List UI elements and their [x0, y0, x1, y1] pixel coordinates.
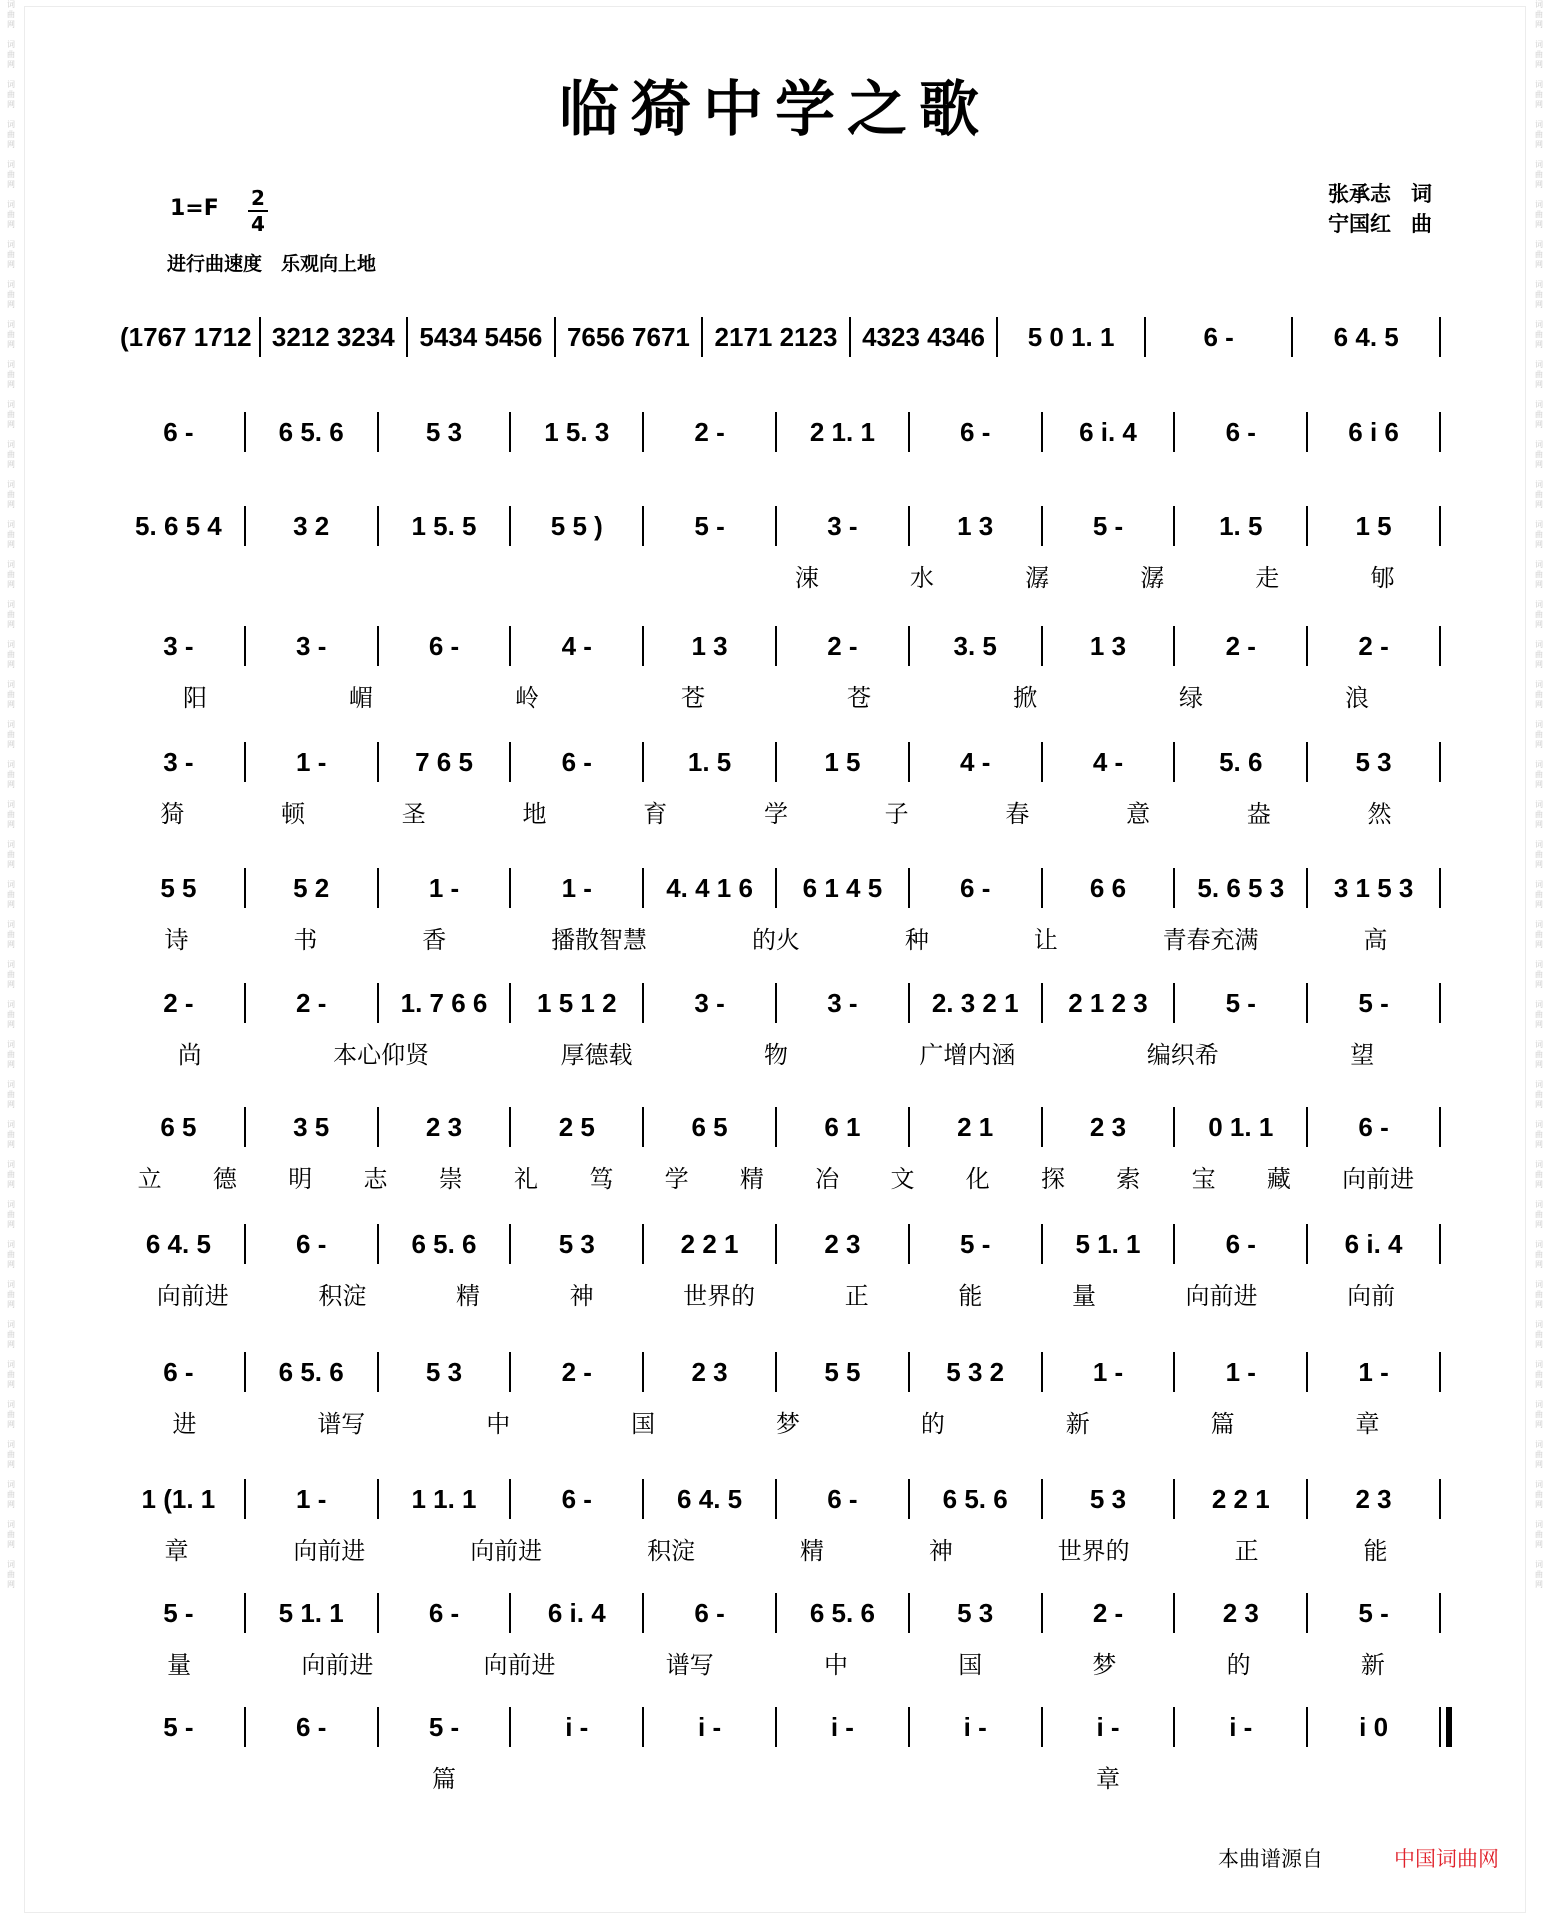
lyric: 向前进	[293, 1537, 366, 1565]
lyric: 潺	[1025, 564, 1050, 592]
measure: 4 -	[561, 630, 592, 661]
measure: 2 3	[1089, 1111, 1127, 1142]
measure: 3 5	[293, 1111, 330, 1142]
staff-row	[0, 1105, 1550, 1195]
lyric: 章	[164, 1537, 189, 1565]
measure: 1 -	[561, 872, 592, 903]
measure: i -	[565, 1711, 589, 1742]
measure: 6 i 6	[1348, 416, 1399, 447]
measure: 5 -	[694, 510, 725, 541]
lyric: 向前进	[301, 1651, 374, 1679]
measure: 6 5	[691, 1111, 728, 1142]
lyric: 精	[455, 1282, 480, 1310]
lyric: 意	[1126, 800, 1151, 828]
notes-line	[0, 1350, 1550, 1394]
lyric: 向前进	[483, 1651, 556, 1679]
lyric: 向前	[1347, 1282, 1396, 1310]
composer-role: 曲	[1411, 212, 1432, 236]
measure: 6 5. 6	[278, 416, 344, 447]
lyric: 量	[1071, 1282, 1096, 1310]
time-bottom: 4	[248, 210, 268, 236]
measure: 6 -	[1358, 1111, 1389, 1142]
measure: 2 -	[1225, 630, 1256, 661]
measure: 1 5	[824, 746, 861, 777]
lyric: 春	[1005, 800, 1030, 828]
measure: 2 3	[824, 1228, 861, 1259]
composer-credit	[1308, 208, 1432, 238]
watermark-right: 词 曲 网 词 曲 网 词 曲 网 词 曲 网 词 曲 网 词 曲 网 词 曲 网 词 曲 网 词 曲 网 词 曲 网 词 曲 网 词 曲 网 词 曲 网 词 曲 网 词 曲 网 词 曲 网 词 曲 网 词 曲 网 词 曲 网 词 曲 网 词 曲 网 词 曲 网 词 曲 网 词 曲 网 词 曲 网 词 曲 网 词 曲 网 词 曲 网 词 曲 网 词 曲 网 词 曲 网 词 曲 网 词 曲 网 词 曲 网 词 曲 网 词 曲 网 词 曲 网 词 曲 网 词 曲 网 词 曲 网	[1535, 0, 1543, 1589]
notes-line	[0, 1477, 1550, 1521]
lyric: 育	[643, 800, 668, 828]
measure: 2 -	[163, 987, 194, 1018]
lyric: 厚德载	[560, 1041, 633, 1069]
composer-name: 宁国红	[1328, 212, 1391, 236]
measure: 7656 7671	[566, 321, 690, 352]
measure: 7 6 5	[415, 746, 473, 777]
notes-line	[0, 1105, 1550, 1149]
lyrics-line	[112, 1645, 1440, 1679]
measure: 5 -	[163, 1711, 194, 1742]
measure: 5 3	[1355, 746, 1392, 777]
lyric: 量	[167, 1651, 192, 1679]
notes-line	[0, 410, 1550, 454]
measure: 3212 3234	[271, 321, 395, 352]
lyric: 积淀	[318, 1282, 367, 1310]
measure: 6 5. 6	[411, 1228, 477, 1259]
measure: 6 5	[160, 1111, 197, 1142]
lyric: 绿	[1179, 684, 1203, 712]
measure: 5 3	[558, 1228, 595, 1259]
bar-line	[1439, 317, 1441, 357]
lyric: 阳	[183, 684, 207, 712]
lyric: 水	[910, 564, 935, 592]
measure: 6 i. 4	[1079, 416, 1137, 447]
measure: 5 5	[824, 1356, 861, 1387]
lyric: 正	[844, 1282, 869, 1310]
lyric: 化	[965, 1165, 990, 1193]
lyric: 掀	[1013, 684, 1037, 712]
notes-line	[0, 1222, 1550, 1266]
lyric: 索	[1116, 1165, 1141, 1193]
measure: 5 5 )	[550, 510, 603, 541]
staff-row	[0, 740, 1550, 830]
measure: 1 -	[1225, 1356, 1256, 1387]
lyricist-role: 词	[1411, 182, 1432, 206]
measure: 2 1	[957, 1111, 994, 1142]
lyrics-line	[112, 1159, 1440, 1193]
notes-line	[0, 1591, 1550, 1635]
notes-line	[0, 866, 1550, 910]
lyric: 藏	[1266, 1165, 1291, 1193]
measure: 1. 5	[1219, 510, 1263, 541]
notes-line	[0, 981, 1550, 1025]
measure: 6 5. 6	[278, 1356, 344, 1387]
bar-line	[1439, 626, 1441, 666]
lyric: 德	[212, 1165, 237, 1193]
notes-line	[0, 315, 1550, 359]
tempo-marking: 进行曲速度 乐观向上地	[167, 253, 377, 275]
lyric: 向前进	[1342, 1165, 1415, 1193]
lyric: 正	[1234, 1537, 1259, 1565]
measure: 3 -	[296, 630, 327, 661]
lyric: 立	[137, 1165, 162, 1193]
lyric: 走	[1255, 564, 1280, 592]
lyric: 苍	[681, 684, 705, 712]
bar-line	[1439, 1707, 1441, 1747]
measure: 5 5	[160, 872, 197, 903]
measure: 5 -	[163, 1597, 194, 1628]
measure: 5 2	[293, 872, 330, 903]
staff-row	[0, 624, 1550, 714]
measure: 1 -	[1092, 1356, 1124, 1387]
lyricist-credit	[1308, 178, 1432, 208]
lyrics-line	[112, 1276, 1440, 1310]
measure: 2 3	[691, 1356, 728, 1387]
measure: 1 -	[296, 746, 327, 777]
measure: 3 2	[293, 510, 330, 541]
measure: 6 4. 5	[677, 1483, 743, 1514]
song-title: 临猗中学之歌	[559, 75, 991, 145]
lyric: 国	[631, 1410, 656, 1438]
lyrics-line	[112, 1035, 1440, 1069]
lyric: 学	[664, 1165, 689, 1193]
lyric: 高	[1363, 926, 1388, 954]
measure: 0 1. 1	[1208, 1111, 1274, 1142]
measure: 1 5. 3	[544, 416, 610, 447]
bar-line	[1439, 983, 1441, 1023]
staff-row	[0, 315, 1550, 405]
measure: 5. 6 5 3	[1197, 872, 1285, 903]
measure: i -	[1229, 1711, 1253, 1742]
measure: 2 1. 1	[809, 416, 875, 447]
lyric: 向前进	[156, 1282, 229, 1310]
measure: 3. 5	[953, 630, 997, 661]
lyric: 积淀	[647, 1537, 696, 1565]
staff-row	[0, 1591, 1550, 1681]
lyric: 篇	[1210, 1410, 1235, 1438]
lyrics-line	[112, 1759, 1440, 1793]
lyrics-line	[112, 1404, 1440, 1438]
lyric: 的火	[751, 926, 800, 954]
measure: 6 -	[428, 630, 460, 661]
lyric: 篇	[432, 1765, 456, 1793]
measure: 5 0 1. 1	[1027, 321, 1115, 352]
measure: 2 5	[558, 1111, 595, 1142]
lyric: 让	[1033, 926, 1058, 954]
lyric: 世界的	[683, 1282, 756, 1310]
measure: 2 2 1	[1211, 1483, 1270, 1514]
measure: i -	[1096, 1711, 1120, 1742]
measure: 5 3	[425, 416, 463, 447]
measure: 5 -	[1358, 987, 1389, 1018]
source-label: 本曲谱源自	[1218, 1847, 1323, 1871]
measure: 5 3	[425, 1356, 463, 1387]
measure: 5 1. 1	[278, 1597, 344, 1628]
lyric: 崇	[438, 1165, 463, 1193]
lyric: 章	[1096, 1765, 1120, 1793]
lyrics-line	[112, 678, 1440, 712]
measure: 6 -	[960, 872, 991, 903]
measure: 6 1	[824, 1111, 861, 1142]
lyric: 物	[763, 1041, 788, 1069]
key-signature: 1=F	[170, 196, 219, 221]
lyrics-line	[749, 558, 1440, 592]
lyric: 精	[799, 1537, 824, 1565]
lyric: 潺	[1140, 564, 1165, 592]
measure: 1 3	[691, 630, 728, 661]
measure: i -	[830, 1711, 854, 1742]
lyric: 中	[486, 1410, 511, 1438]
notes-line	[0, 740, 1550, 784]
measure: 2 2 1	[680, 1228, 739, 1259]
measure: 1 (1. 1	[141, 1483, 216, 1514]
bar-line	[1439, 742, 1441, 782]
lyric: 神	[928, 1537, 953, 1565]
lyric: 子	[884, 800, 909, 828]
lyric: 浪	[1345, 684, 1369, 712]
lyric: 向前进	[470, 1537, 543, 1565]
lyric: 神	[569, 1282, 594, 1310]
measure: 5 -	[428, 1711, 460, 1742]
lyric: 探	[1041, 1165, 1066, 1193]
lyric: 播散智慧	[551, 926, 648, 954]
measure: 6 -	[163, 416, 194, 447]
lyric: 编织希	[1146, 1041, 1219, 1069]
measure: 4 -	[1092, 746, 1124, 777]
bar-line	[1439, 412, 1441, 452]
measure: 2171 2123	[714, 321, 838, 352]
lyric: 志	[363, 1165, 388, 1193]
measure: 6 -	[694, 1597, 725, 1628]
lyric: 本心仰贤	[333, 1041, 430, 1069]
lyric: 向前进	[1185, 1282, 1258, 1310]
lyric: 礼	[514, 1165, 539, 1193]
measure: 3 -	[827, 510, 858, 541]
measure: 6 -	[561, 746, 592, 777]
measure: 1 3	[1089, 630, 1127, 661]
measure: 4323 4346	[862, 321, 985, 352]
lyric: 苍	[847, 684, 871, 712]
bar-line	[1439, 1352, 1441, 1392]
notes-line	[0, 624, 1550, 668]
time-signature	[248, 186, 268, 236]
bar-line	[1439, 868, 1441, 908]
measure: 5 -	[960, 1228, 991, 1259]
lyric: 郇	[1370, 564, 1395, 592]
measure: 5. 6	[1219, 746, 1263, 777]
lyric: 种	[904, 926, 929, 954]
measure: 6 i. 4	[1344, 1228, 1403, 1259]
lyricist-name: 张承志	[1328, 182, 1391, 206]
lyric: 顿	[281, 800, 306, 828]
measure: 5 -	[1358, 1597, 1389, 1628]
measure: 1 -	[1358, 1356, 1389, 1387]
measure: 2 3	[425, 1111, 463, 1142]
lyric: 猗	[160, 800, 185, 828]
measure: i -	[963, 1711, 987, 1742]
lyric: 的	[1226, 1651, 1251, 1679]
measure: 6 5. 6	[809, 1597, 875, 1628]
measure: 2 -	[694, 416, 725, 447]
measure: 5 -	[1092, 510, 1124, 541]
measure: 2 -	[1092, 1597, 1124, 1628]
measure: 1 -	[296, 1483, 327, 1514]
measure: 3 -	[163, 746, 194, 777]
lyric: 中	[823, 1651, 848, 1679]
notes-line	[0, 504, 1550, 548]
lyric: 新	[1360, 1651, 1385, 1679]
lyric: 梦	[1092, 1651, 1117, 1679]
measure: 6 4. 5	[1333, 321, 1399, 352]
measure: 3 -	[827, 987, 858, 1018]
measure: 1 -	[428, 872, 460, 903]
lyric: 国	[958, 1651, 983, 1679]
measure: 5 3 2	[946, 1356, 1005, 1387]
site-name: 中国词曲网	[1394, 1847, 1499, 1871]
lyrics-line	[112, 794, 1440, 828]
bar-line	[1439, 1593, 1441, 1633]
measure: 6 i. 4	[547, 1597, 606, 1628]
lyric: 圣	[401, 800, 426, 828]
measure: 6 1 4 5	[802, 872, 883, 903]
lyric: 涑	[794, 564, 819, 592]
measure: 6 -	[1203, 321, 1234, 352]
measure: 6 -	[960, 416, 991, 447]
measure: 5434 5456	[419, 321, 543, 352]
lyric: 地	[522, 800, 547, 828]
measure: 6 -	[561, 1483, 592, 1514]
lyric: 谱写	[665, 1651, 714, 1679]
lyric: 冶	[815, 1165, 840, 1193]
lyric: 新	[1065, 1410, 1090, 1438]
measure: 3 -	[163, 630, 194, 661]
lyric: 盎	[1246, 800, 1271, 828]
staff-row	[0, 410, 1550, 500]
lyrics-line	[112, 1531, 1440, 1565]
staff-row	[0, 1705, 1550, 1795]
lyric: 香	[422, 926, 447, 954]
lyric: 明	[288, 1165, 313, 1193]
lyric: 章	[1355, 1410, 1380, 1438]
measure: i -	[698, 1711, 722, 1742]
measure: 6 4. 5	[145, 1228, 211, 1259]
notes-line	[0, 1705, 1550, 1749]
measure: 1. 5	[687, 746, 732, 777]
lyric: 精	[739, 1165, 764, 1193]
measure: (1767 1712	[119, 321, 252, 352]
measure: 4. 4 1 6	[666, 872, 753, 903]
measure: 4 -	[960, 746, 991, 777]
lyric: 能	[1363, 1537, 1388, 1565]
measure: 6 -	[1225, 1228, 1256, 1259]
staff-row	[0, 504, 1550, 594]
lyric: 书	[293, 926, 318, 954]
lyric: 青春充满	[1162, 926, 1259, 954]
lyric: 尚	[177, 1041, 202, 1069]
watermark-left: 词 曲 网 词 曲 网 词 曲 网 词 曲 网 词 曲 网 词 曲 网 词 曲 网 词 曲 网 词 曲 网 词 曲 网 词 曲 网 词 曲 网 词 曲 网 词 曲 网 词 曲 网 词 曲 网 词 曲 网 词 曲 网 词 曲 网 词 曲 网 词 曲 网 词 曲 网 词 曲 网 词 曲 网 词 曲 网 词 曲 网 词 曲 网 词 曲 网 词 曲 网 词 曲 网 词 曲 网 词 曲 网 词 曲 网 词 曲 网 词 曲 网 词 曲 网 词 曲 网 词 曲 网 词 曲 网 词 曲 网	[7, 0, 15, 1589]
measure: 5 1. 1	[1075, 1228, 1141, 1259]
measure: 2 -	[1358, 630, 1389, 661]
measure: 1 5. 5	[411, 510, 477, 541]
measure: 2 1 2 3	[1068, 987, 1148, 1018]
lyric: 能	[958, 1282, 983, 1310]
lyric: 望	[1350, 1041, 1375, 1069]
bar-line	[1439, 1107, 1441, 1147]
lyric: 然	[1367, 800, 1392, 828]
measure: 6 -	[428, 1597, 460, 1628]
lyrics-line	[112, 920, 1440, 954]
bar-line	[1439, 506, 1441, 546]
measure: 1. 7 6 6	[400, 987, 488, 1018]
measure: 1 1. 1	[411, 1483, 477, 1514]
measure: 5. 6 5 4	[135, 510, 222, 541]
measure: 2. 3 2 1	[931, 987, 1019, 1018]
lyric: 嵋	[349, 684, 373, 712]
measure: 6 -	[163, 1356, 194, 1387]
lyric: 宝	[1191, 1165, 1216, 1193]
lyric: 笃	[589, 1165, 614, 1193]
bar-line	[1439, 1224, 1441, 1264]
staff-row	[0, 1477, 1550, 1567]
lyric: 梦	[775, 1410, 800, 1438]
measure: 5 3	[1089, 1483, 1127, 1514]
measure: 2 -	[296, 987, 327, 1018]
measure: 2 -	[561, 1356, 592, 1387]
lyric: 的	[920, 1410, 945, 1438]
lyric: 谱写	[317, 1410, 366, 1438]
final-bar-line	[1446, 1707, 1452, 1747]
lyric: 文	[890, 1165, 915, 1193]
measure: 3 -	[694, 987, 725, 1018]
lyric: 广增内涵	[919, 1041, 1016, 1069]
measure: 2 -	[827, 630, 858, 661]
measure: 6 -	[296, 1711, 327, 1742]
measure: 1 5	[1355, 510, 1392, 541]
measure: 5 3	[957, 1597, 994, 1628]
measure: 6 -	[827, 1483, 858, 1514]
bar-line	[1439, 1479, 1441, 1519]
lyric: 学	[763, 800, 788, 828]
measure: i 0	[1359, 1711, 1389, 1742]
measure: 2 3	[1222, 1597, 1259, 1628]
lyric: 岭	[515, 684, 539, 712]
lyric: 进	[172, 1410, 197, 1438]
staff-row	[0, 1350, 1550, 1440]
measure: 6 -	[296, 1228, 327, 1259]
measure: 6 5. 6	[942, 1483, 1008, 1514]
measure: 1 3	[957, 510, 994, 541]
measure: 5 -	[1225, 987, 1256, 1018]
lyric: 世界的	[1057, 1537, 1130, 1565]
measure: 1 5 1 2	[537, 987, 617, 1018]
staff-row	[0, 1222, 1550, 1312]
staff-row	[0, 866, 1550, 956]
measure: 6 6	[1089, 872, 1127, 903]
measure: 6 -	[1225, 416, 1256, 447]
measure: 3 1 5 3	[1333, 872, 1414, 903]
measure: 2 3	[1355, 1483, 1392, 1514]
lyric: 诗	[164, 926, 189, 954]
time-top: 2	[251, 186, 265, 210]
staff-row	[0, 981, 1550, 1071]
